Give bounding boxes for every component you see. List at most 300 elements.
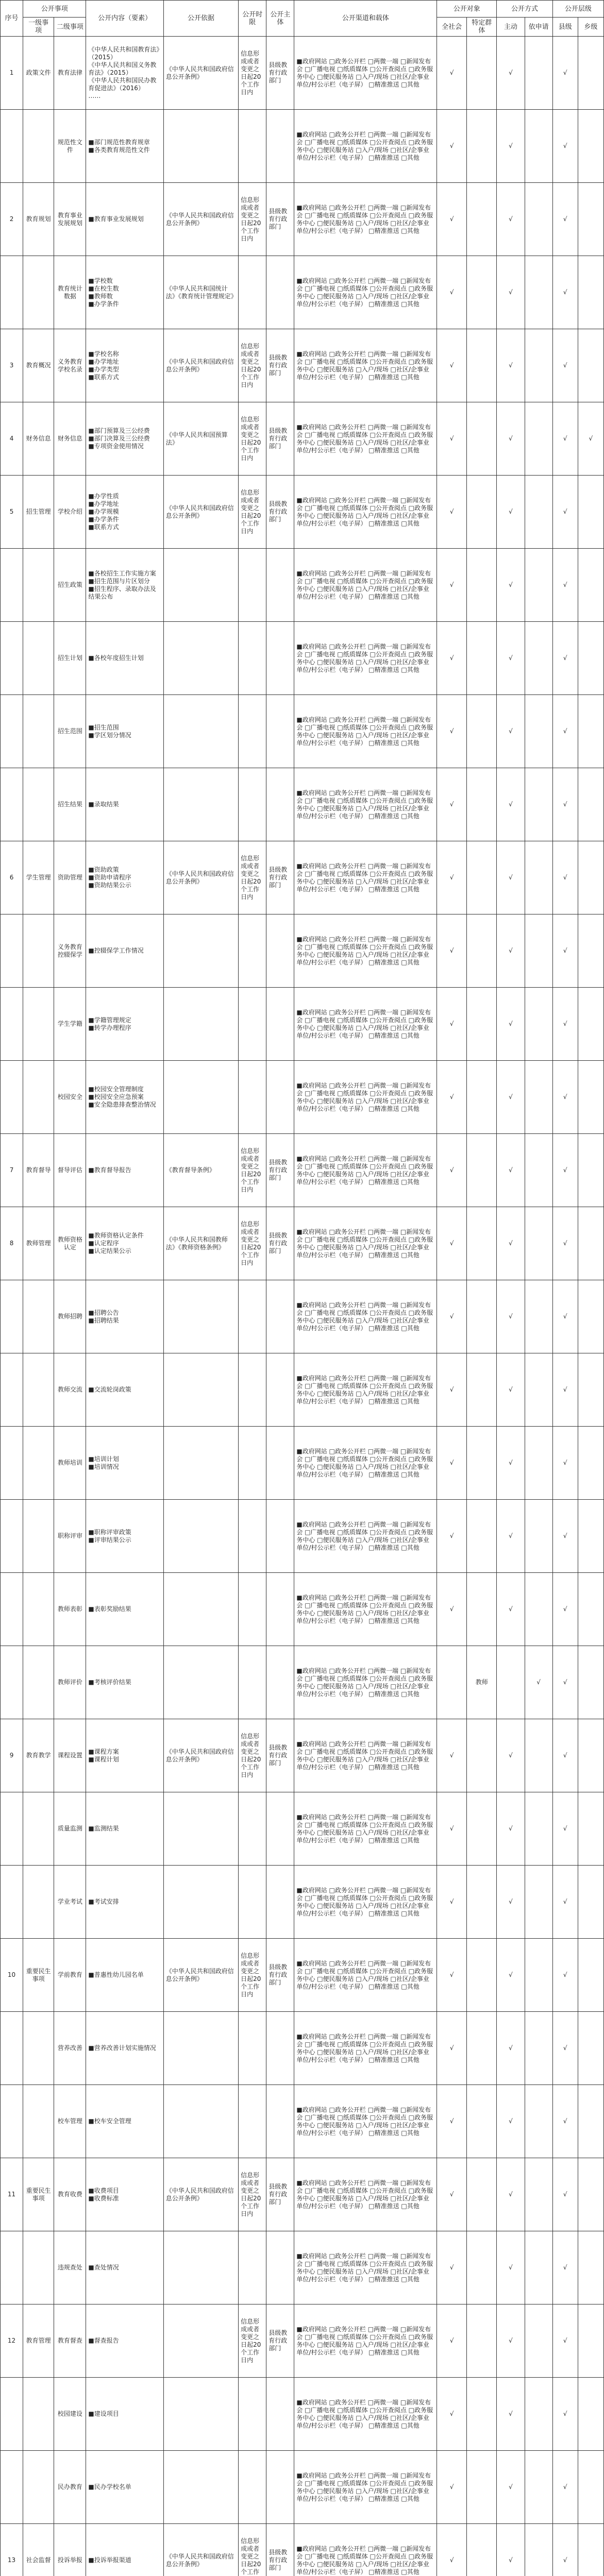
cell-level1 — [23, 1573, 54, 1646]
cell-basis — [163, 914, 238, 988]
cell-method-apply — [525, 1280, 552, 1353]
header-method-group: 公开方式 — [497, 1, 552, 18]
cell-time: 信息形成或者变更之日起20个工作日内 — [239, 1207, 266, 1280]
content-line: ■认定程序 — [88, 1240, 119, 1247]
cell-method-active: √ — [497, 1939, 525, 2012]
cell-content — [86, 549, 163, 622]
content-line: ■培训计划 — [88, 1455, 119, 1463]
cell-basis: 《中华人民共和国政府信息公开条例》 — [163, 841, 238, 914]
content-line: ■交流轮岗政策 — [88, 1386, 131, 1393]
cell-time: 信息形成或者变更之日起20个工作日内 — [239, 402, 266, 476]
cell-channel: ■政府网站 □政务公开栏 □两微一端 □新闻发布会 □广播电视 □纸质媒体 □公开查阅点 □政务服务中心 □便民服务站 □入户/现场 □社区/企事业单位/村公示栏（电子屏） □精准推送 □其他 — [294, 695, 437, 768]
cell-target-specific — [467, 2231, 497, 2304]
table-row — [1, 329, 604, 402]
content-line: ■校园安全管理制度 — [88, 1086, 144, 1093]
cell-level-township — [578, 37, 603, 110]
cell-channel: ■政府网站 □政务公开栏 □两微一端 □新闻发布会 □广播电视 □纸质媒体 □公开查阅点 □政务服务中心 □便民服务站 □入户/现场 □社区/企事业单位/村公示栏（电子屏） □精准推送 □其他 — [294, 1719, 437, 1792]
cell-subject — [266, 2085, 294, 2158]
header-time: 公开时限 — [239, 1, 266, 37]
content-line: ■转学办理程序 — [88, 1024, 131, 1031]
cell-method-active: √ — [497, 988, 525, 1061]
cell-method-apply — [525, 110, 552, 183]
content-line: ■办学性质 — [88, 493, 119, 500]
cell-method-active: √ — [497, 256, 525, 329]
cell-time — [239, 2451, 266, 2524]
cell-time — [239, 549, 266, 622]
cell-channel: ■政府网站 □政务公开栏 □两微一端 □新闻发布会 □广播电视 □纸质媒体 □公开查阅点 □政务服务中心 □便民服务站 □入户/现场 □社区/企事业单位/村公示栏（电子屏） □精准推送 □其他 — [294, 1939, 437, 2012]
cell-level2: 民办教育 — [54, 2451, 86, 2524]
cell-content — [86, 1792, 163, 1866]
table-row — [1, 549, 604, 622]
table-row — [1, 841, 604, 914]
content-line: ■监测结果 — [88, 1825, 119, 1832]
content-line: ■营养改善计划实施情况 — [88, 2044, 156, 2052]
content-line: ■表彰奖励结果 — [88, 1605, 131, 1613]
cell-target-all: √ — [437, 2231, 467, 2304]
cell-level1 — [23, 2085, 54, 2158]
cell-basis — [163, 1280, 238, 1353]
cell-content — [86, 402, 163, 476]
cell-method-apply — [525, 1353, 552, 1427]
cell-channel: ■政府网站 □政务公开栏 □两微一端 □新闻发布会 □广播电视 □纸质媒体 □公开查阅点 □政务服务中心 □便民服务站 □入户/现场 □社区/企事业单位/村公示栏（电子屏） □精准推送 □其他 — [294, 1792, 437, 1866]
cell-target-all: √ — [437, 768, 467, 841]
table-row — [1, 183, 604, 256]
cell-method-apply — [525, 183, 552, 256]
cell-method-apply — [525, 1573, 552, 1646]
cell-method-apply: √ — [525, 1646, 552, 1719]
cell-target-all: √ — [437, 1207, 467, 1280]
cell-time: 信息形成或者变更之日起20个工作 — [239, 2524, 266, 2576]
content-line: ■学校数 — [88, 277, 113, 284]
cell-method-active: √ — [497, 841, 525, 914]
cell-method-active: √ — [497, 622, 525, 695]
cell-level2: 教师资格认定 — [54, 1207, 86, 1280]
content-line: ■控辍保学工作情况 — [88, 947, 144, 954]
cell-method-apply — [525, 476, 552, 549]
cell-target-specific — [467, 2085, 497, 2158]
cell-target-all: √ — [437, 622, 467, 695]
cell-level-county: √ — [552, 549, 578, 622]
cell-level-county: √ — [552, 2085, 578, 2158]
cell-target-specific — [467, 402, 497, 476]
content-line: ■办学类型 — [88, 365, 119, 373]
cell-content — [86, 914, 163, 988]
cell-level-county: √ — [552, 37, 578, 110]
cell-seq: 1 — [1, 37, 23, 110]
cell-channel: ■政府网站 □政务公开栏 □两微一端 □新闻发布会 □广播电视 □纸质媒体 □公开查阅点 □政务服务中心 □便民服务站 □入户/现场 □社区/企事业单位/村公示栏（电子屏） □精准推送 □其他 — [294, 1207, 437, 1280]
cell-content — [86, 1353, 163, 1427]
cell-content — [86, 1061, 163, 1134]
cell-level1 — [23, 549, 54, 622]
cell-level-township: √ — [578, 402, 603, 476]
header-level-group: 公开层级 — [552, 1, 603, 18]
cell-target-specific — [467, 2304, 497, 2378]
cell-time — [239, 695, 266, 768]
cell-content — [86, 1939, 163, 2012]
cell-time — [239, 256, 266, 329]
cell-level-county: √ — [552, 1353, 578, 1427]
cell-content — [86, 476, 163, 549]
cell-target-specific — [467, 476, 497, 549]
cell-subject — [266, 622, 294, 695]
content-line: ■收费标准 — [88, 2194, 119, 2202]
table-row — [1, 1280, 604, 1353]
cell-seq: 2 — [1, 183, 23, 256]
header-item-group: 公开事项 — [23, 1, 86, 18]
cell-basis — [163, 1500, 238, 1573]
cell-basis — [163, 2304, 238, 2378]
cell-seq — [1, 1646, 23, 1719]
table-row — [1, 1353, 604, 1427]
cell-level1 — [23, 2451, 54, 2524]
cell-level2: 义务教育控辍保学 — [54, 914, 86, 988]
cell-level-township — [578, 2524, 603, 2576]
cell-seq — [1, 2378, 23, 2451]
cell-content — [86, 2012, 163, 2085]
cell-level-township — [578, 1719, 603, 1792]
cell-basis: 《中华人民共和国政府信息公开条例》 — [163, 1719, 238, 1792]
cell-level-township — [578, 110, 603, 183]
cell-method-apply — [525, 2524, 552, 2576]
cell-method-active: √ — [497, 1207, 525, 1280]
cell-content — [86, 329, 163, 402]
cell-time — [239, 768, 266, 841]
content-line: ■考核评价结果 — [88, 1679, 131, 1686]
cell-level-county: √ — [552, 1500, 578, 1573]
cell-method-active: √ — [497, 1792, 525, 1866]
cell-subject — [266, 110, 294, 183]
cell-level-township — [578, 988, 603, 1061]
table-row — [1, 2158, 604, 2231]
cell-method-active: √ — [497, 914, 525, 988]
cell-method-apply — [525, 37, 552, 110]
cell-channel: ■政府网站 □政务公开栏 □两微一端 □新闻发布会 □广播电视 □纸质媒体 □公开查阅点 □政务服务中心 □便民服务站 □入户/现场 □社区/企事业单位/村公示栏（电子屏） □精准推送 □其他 — [294, 2158, 437, 2231]
cell-level-county: √ — [552, 2231, 578, 2304]
cell-target-specific — [467, 2524, 497, 2576]
cell-level1 — [23, 1792, 54, 1866]
cell-method-active: √ — [497, 1134, 525, 1207]
content-line: ■投诉举报渠道 — [88, 2556, 131, 2564]
cell-subject: 县级教育行政部门 — [266, 2304, 294, 2378]
content-line: ■招生范围与片区划分 — [88, 577, 150, 585]
cell-method-apply — [525, 622, 552, 695]
content-line: ■招聘结果 — [88, 1316, 119, 1324]
table-row — [1, 2378, 604, 2451]
cell-seq: 6 — [1, 841, 23, 914]
cell-level-township — [578, 1573, 603, 1646]
cell-level-township — [578, 2304, 603, 2378]
cell-subject: 县级教育行政部门 — [266, 1134, 294, 1207]
cell-target-all: √ — [437, 256, 467, 329]
cell-basis: 《中华人民共和国教师法》《教师资格条例》 — [163, 1207, 238, 1280]
cell-method-active: √ — [497, 2085, 525, 2158]
cell-target-all: √ — [437, 37, 467, 110]
cell-level1 — [23, 1427, 54, 1500]
cell-target-all: √ — [437, 1500, 467, 1573]
cell-method-apply — [525, 1866, 552, 1939]
table-row — [1, 1939, 604, 2012]
header-level1: 一级事项 — [23, 18, 54, 37]
cell-basis — [163, 2378, 238, 2451]
table-row — [1, 1207, 604, 1280]
cell-method-apply — [525, 768, 552, 841]
content-line: ■学区划分情况 — [88, 731, 131, 739]
table-row — [1, 1719, 604, 1792]
content-line: 《中华人民共和国民办教育促进法》（2016） — [88, 77, 157, 92]
content-line: ■部门决算及三公经费 — [88, 435, 150, 442]
cell-method-apply — [525, 402, 552, 476]
cell-level-township — [578, 1134, 603, 1207]
cell-target-all: √ — [437, 2378, 467, 2451]
cell-subject — [266, 256, 294, 329]
cell-level1: 招生管理 — [23, 476, 54, 549]
cell-subject — [266, 2378, 294, 2451]
cell-method-apply — [525, 695, 552, 768]
content-line: ■民办学校名单 — [88, 2483, 131, 2490]
cell-level-township — [578, 256, 603, 329]
cell-time — [239, 1792, 266, 1866]
table-row — [1, 1500, 604, 1573]
cell-level1 — [23, 622, 54, 695]
table-row — [1, 2524, 604, 2576]
cell-level-township — [578, 2378, 603, 2451]
cell-level2: 教育法律 — [54, 37, 86, 110]
content-line: ■职称评审政策 — [88, 1528, 131, 1536]
cell-target-specific — [467, 622, 497, 695]
content-line: ■学籍管理规定 — [88, 1016, 131, 1024]
cell-content — [86, 2231, 163, 2304]
cell-time — [239, 1573, 266, 1646]
cell-level2: 教师交流 — [54, 1353, 86, 1427]
cell-method-active: √ — [497, 2158, 525, 2231]
cell-level-county: √ — [552, 2012, 578, 2085]
content-line: ■办学规模 — [88, 508, 119, 515]
cell-method-active: √ — [497, 37, 525, 110]
cell-target-specific — [467, 1207, 497, 1280]
content-line: ■部门规范性教育规章 — [88, 138, 150, 146]
content-line: ■校园安全应急预案 — [88, 1093, 144, 1100]
cell-target-specific — [467, 1792, 497, 1866]
content-line: ■办学条件 — [88, 300, 119, 308]
cell-level-county: √ — [552, 2378, 578, 2451]
content-line: ■校车安全管理 — [88, 2117, 131, 2125]
cell-channel: ■政府网站 □政务公开栏 □两微一端 □新闻发布会 □广播电视 □纸质媒体 □公开查阅点 □政务服务中心 □便民服务站 □入户/现场 □社区/企事业单位/村公示栏（电子屏） □精准推送 □其他 — [294, 1573, 437, 1646]
content-line: ■办学地址 — [88, 358, 119, 365]
cell-target-specific — [467, 1061, 497, 1134]
cell-target-all: √ — [437, 2085, 467, 2158]
cell-level-township — [578, 1353, 603, 1427]
cell-basis — [163, 1427, 238, 1500]
content-line: ■资助政策 — [88, 866, 119, 873]
cell-content — [86, 841, 163, 914]
cell-level1 — [23, 914, 54, 988]
cell-method-active — [497, 1646, 525, 1719]
cell-seq: 4 — [1, 402, 23, 476]
cell-basis: 《中华人民共和国政府信息公开条例》 — [163, 183, 238, 256]
cell-level-township — [578, 1500, 603, 1573]
table-row — [1, 768, 604, 841]
cell-seq — [1, 2231, 23, 2304]
cell-level-county: √ — [552, 110, 578, 183]
content-line: ■收费项目 — [88, 2187, 119, 2194]
cell-subject: 县级教育行政部门 — [266, 1939, 294, 2012]
cell-method-apply — [525, 1061, 552, 1134]
cell-target-all: √ — [437, 988, 467, 1061]
cell-level-township — [578, 914, 603, 988]
cell-method-active: √ — [497, 476, 525, 549]
table-row — [1, 2451, 604, 2524]
cell-level2: 教育收费 — [54, 2158, 86, 2231]
header-subject: 公开主体 — [266, 1, 294, 37]
cell-content — [86, 1573, 163, 1646]
cell-seq: 3 — [1, 329, 23, 402]
content-line: ■资助申请程序 — [88, 874, 131, 881]
cell-basis: 《中华人民共和国政府信息公开条例》 — [163, 2524, 238, 2576]
cell-target-specific — [467, 183, 497, 256]
cell-method-apply — [525, 2231, 552, 2304]
cell-seq — [1, 1500, 23, 1573]
cell-basis — [163, 1792, 238, 1866]
cell-basis — [163, 1866, 238, 1939]
cell-level-county: √ — [552, 622, 578, 695]
cell-level2: 校车管理 — [54, 2085, 86, 2158]
cell-content — [86, 183, 163, 256]
cell-time — [239, 2085, 266, 2158]
content-line: ■专项资金使用情况 — [88, 443, 144, 450]
table-row — [1, 476, 604, 549]
cell-level2: 教师表彰 — [54, 1573, 86, 1646]
cell-subject — [266, 988, 294, 1061]
cell-seq — [1, 549, 23, 622]
cell-target-specific — [467, 1866, 497, 1939]
cell-method-active: √ — [497, 2451, 525, 2524]
cell-target-all: √ — [437, 110, 467, 183]
content-line: ■教师资格认定条件 — [88, 1232, 144, 1239]
cell-subject — [266, 1866, 294, 1939]
cell-level-county: √ — [552, 2451, 578, 2524]
cell-level1 — [23, 695, 54, 768]
content-line: 《中华人民共和国教育法》（2015） — [88, 46, 160, 61]
cell-channel: ■政府网站 □政务公开栏 □两微一端 □新闻发布会 □广播电视 □纸质媒体 □公开查阅点 □政务服务中心 □便民服务站 □入户/现场 □社区/企事业单位/村公示栏（电子屏） □精准推送 □其他 — [294, 622, 437, 695]
cell-seq: 12 — [1, 2304, 23, 2378]
cell-level-county: √ — [552, 914, 578, 988]
table-row — [1, 914, 604, 988]
cell-level-county: √ — [552, 1939, 578, 2012]
cell-seq — [1, 1427, 23, 1500]
cell-time — [239, 2231, 266, 2304]
cell-channel: ■政府网站 □政务公开栏 □两微一端 □新闻发布会 □广播电视 □纸质媒体 □公开查阅点 □政务服务中心 □便民服务站 □入户/现场 □社区/企事业单位/村公示栏（电子屏） □精准推送 □其他 — [294, 549, 437, 622]
cell-subject — [266, 1353, 294, 1427]
cell-time: 信息形成或者变更之日起20个工作日内 — [239, 476, 266, 549]
cell-time — [239, 1866, 266, 1939]
cell-basis — [163, 2012, 238, 2085]
cell-level-county: √ — [552, 1792, 578, 1866]
header-target-all: 全社会 — [437, 18, 467, 37]
cell-target-specific — [467, 549, 497, 622]
cell-level2: 课程设置 — [54, 1719, 86, 1792]
table-row — [1, 695, 604, 768]
cell-basis — [163, 110, 238, 183]
cell-level1: 财务信息 — [23, 402, 54, 476]
cell-method-active: √ — [497, 1866, 525, 1939]
cell-seq — [1, 622, 23, 695]
cell-target-all: √ — [437, 2158, 467, 2231]
cell-target-specific — [467, 1573, 497, 1646]
cell-channel: ■政府网站 □政务公开栏 □两微一端 □新闻发布会 □广播电视 □纸质媒体 □公开查阅点 □政务服务中心 □便民服务站 □入户/现场 □社区/企事业单位/村公示栏（电子屏） □精准推送 □其他 — [294, 1134, 437, 1207]
cell-target-all: √ — [437, 1792, 467, 1866]
cell-level2: 督导评估 — [54, 1134, 86, 1207]
cell-time: 信息形成或者变更之日起20个工作日内 — [239, 2304, 266, 2378]
cell-content — [86, 2378, 163, 2451]
content-line: ■学校名称 — [88, 350, 119, 358]
cell-level2: 学前教育 — [54, 1939, 86, 2012]
content-line: 《中华人民共和国义务教育法》（2015） — [88, 61, 157, 76]
cell-method-active: √ — [497, 2378, 525, 2451]
cell-channel: ■政府网站 □政务公开栏 □两微一端 □新闻发布会 □广播电视 □纸质媒体 □公开查阅点 □政务服务中心 □便民服务站 □入户/现场 □社区/企事业单位/村公示栏（电子屏） □精准推送 □其他 — [294, 183, 437, 256]
cell-channel: ■政府网站 □政务公开栏 □两微一端 □新闻发布会 □广播电视 □纸质媒体 □公开查阅点 □政务服务中心 □便民服务站 □入户/现场 □社区/企事业单位/村公示栏（电子屏） □精准推送 □其他 — [294, 841, 437, 914]
cell-target-all: √ — [437, 549, 467, 622]
cell-target-specific — [467, 1939, 497, 2012]
cell-channel: ■政府网站 □政务公开栏 □两微一端 □新闻发布会 □广播电视 □纸质媒体 □公开查阅点 □政务服务中心 □便民服务站 □入户/现场 □社区/企事业单位/村公示栏（电子屏） □精准推送 □其他 — [294, 2304, 437, 2378]
cell-level-county: √ — [552, 329, 578, 402]
cell-level2: 招生范围 — [54, 695, 86, 768]
cell-level1 — [23, 110, 54, 183]
content-line: ■培训情况 — [88, 1463, 119, 1470]
table-row — [1, 1573, 604, 1646]
cell-channel: ■政府网站 □政务公开栏 □两微一端 □新闻发布会 □广播电视 □纸质媒体 □公开查阅点 □政务服务中心 □便民服务站 □入户/现场 □社区/企事业单位/村公示栏（电子屏） □精准推送 □其他 — [294, 1061, 437, 1134]
header-content: 公开内容（要素） — [86, 1, 163, 37]
table-row — [1, 2085, 604, 2158]
cell-subject — [266, 768, 294, 841]
cell-method-apply — [525, 2378, 552, 2451]
cell-basis: 《中华人民共和国政府信息公开条例》 — [163, 37, 238, 110]
cell-content — [86, 988, 163, 1061]
cell-target-all: √ — [437, 183, 467, 256]
cell-level-township — [578, 183, 603, 256]
cell-target-specific — [467, 914, 497, 988]
cell-method-apply — [525, 329, 552, 402]
content-line: ■办学条件 — [88, 516, 119, 523]
cell-time — [239, 110, 266, 183]
cell-seq: 11 — [1, 2158, 23, 2231]
cell-level-township — [578, 841, 603, 914]
cell-method-active: √ — [497, 110, 525, 183]
cell-method-apply — [525, 988, 552, 1061]
cell-subject — [266, 1573, 294, 1646]
cell-level2: 招生计划 — [54, 622, 86, 695]
cell-target-all: √ — [437, 914, 467, 988]
cell-level-county: √ — [552, 1427, 578, 1500]
cell-method-active: √ — [497, 2231, 525, 2304]
cell-target-specific — [467, 1280, 497, 1353]
cell-level-township — [578, 1939, 603, 2012]
cell-level2: 义务教育学校名录 — [54, 329, 86, 402]
cell-target-all: √ — [437, 841, 467, 914]
cell-seq: 10 — [1, 1939, 23, 2012]
content-line: ■联系方式 — [88, 373, 119, 381]
cell-seq — [1, 256, 23, 329]
cell-method-active: √ — [497, 1061, 525, 1134]
cell-method-active: √ — [497, 2012, 525, 2085]
cell-level1: 学生管理 — [23, 841, 54, 914]
cell-level-county: √ — [552, 1207, 578, 1280]
cell-subject — [266, 549, 294, 622]
cell-level1 — [23, 2378, 54, 2451]
cell-channel: ■政府网站 □政务公开栏 □两微一端 □新闻发布会 □广播电视 □纸质媒体 □公开查阅点 □政务服务中心 □便民服务站 □入户/现场 □社区/企事业单位/村公示栏（电子屏） □精准推送 □其他 — [294, 256, 437, 329]
cell-channel: ■政府网站 □政务公开栏 □两微一端 □新闻发布会 □广播电视 □纸质媒体 □公开查阅点 □政务服务中心 □便民服务站 □入户/现场 □社区/企事业单位/村公示栏（电子屏） □精准推送 □其他 — [294, 988, 437, 1061]
cell-target-specific — [467, 37, 497, 110]
table-row — [1, 1866, 604, 1939]
